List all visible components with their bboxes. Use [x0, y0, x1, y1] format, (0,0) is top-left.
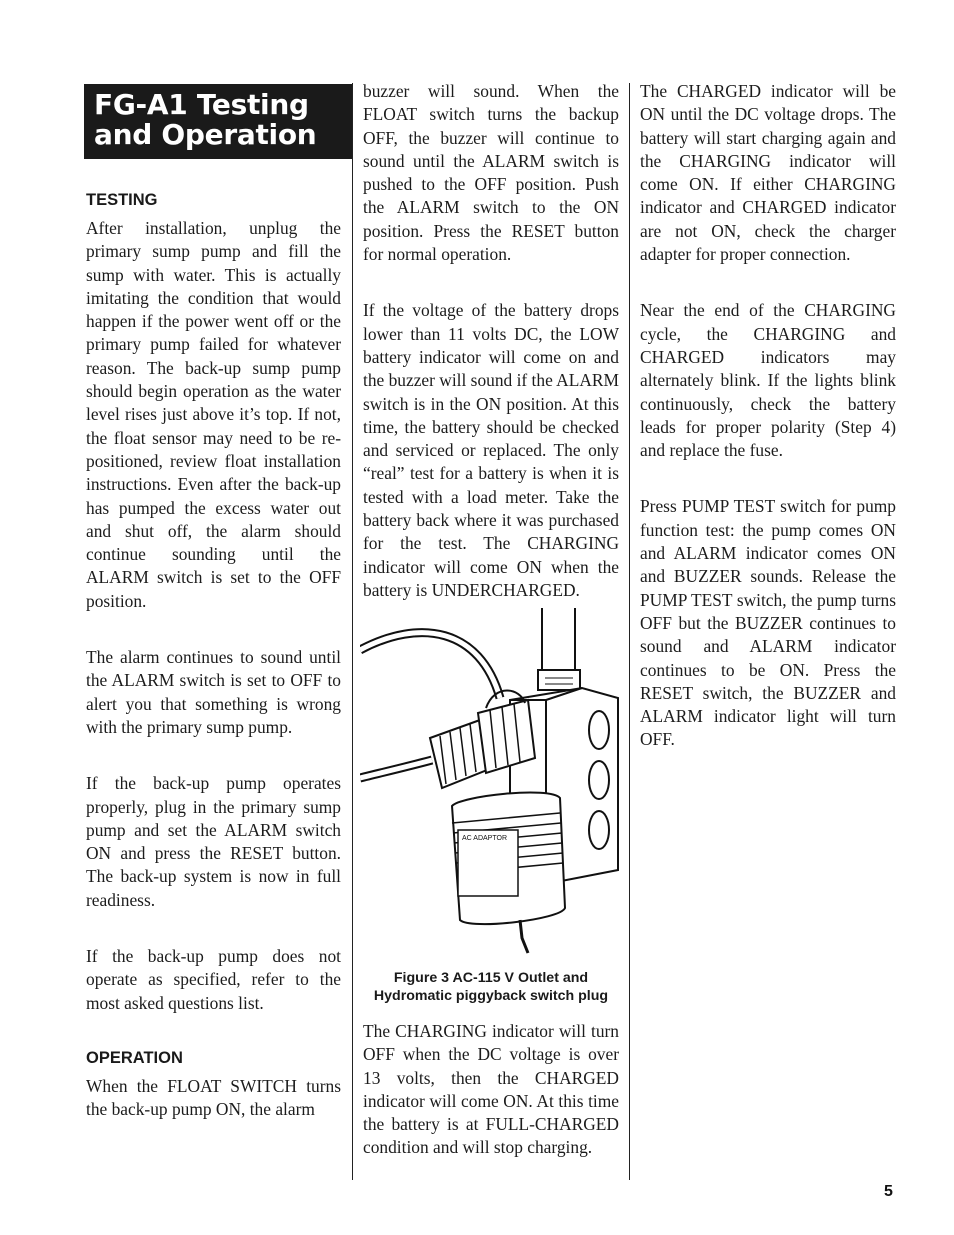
- testing-heading: TESTING: [86, 191, 158, 209]
- column-3: [640, 80, 896, 752]
- adapter-label: AC ADAPTOR: [462, 835, 507, 842]
- figure-caption: [358, 969, 624, 1005]
- blink-paragraph: Near the end of the CHARGING cycle, the CHARGING and CHARGED indicators may alternately blink. If the lights blink continuously, check the battery leads for proper polarity (Step 4) and replace the fuse.: [640, 300, 896, 461]
- column-1: [86, 190, 341, 1122]
- section-title: [84, 84, 352, 159]
- charging-paragraph: The CHARGING indicator will turn OFF when the DC voltage is over 13 volts, then the CHARGED indicator will come ON. At this time the battery is at FULL-CHARGED condition and will stop charging.: [363, 1021, 619, 1158]
- pump-test-paragraph: Press PUMP TEST switch for pump function test: the pump comes ON and ALARM indicator comes ON and BUZZER sounds. Release the PUMP TEST switch, the pump turns OFF but the BUZZER continues to sound and ALARM indicator continues to be ON. Press the RESET switch, the BUZZER and ALARM indicator light will turn OFF.: [640, 496, 896, 750]
- testing-paragraph-4: If the back-up pump does not operate as specified, refer to the most asked questions list.: [86, 946, 341, 1013]
- figure-caption-line-2: Hydromatic piggyback switch plug: [373, 988, 609, 1004]
- testing-paragraph-2: The alarm continues to sound until the ALARM switch is set to OFF to alert you that something is wrong with the primary sump pump.: [86, 647, 341, 737]
- charged-paragraph: The CHARGED indicator will be ON until the DC voltage drops. The battery will start charging again and the CHARGING indicator will come ON. If either CHARGING indicator and CHARGED indicator are not ON, check the charger adapter for proper connection.: [640, 81, 896, 265]
- column-2: [363, 80, 619, 602]
- testing-paragraph-1: After installation, unplug the primary sump pump and fill the sump with water. This is actually imitating the condition that would happen if the power went off or the primary pump failed for whatever reason. The back-up sump pump should begin operation as the water level rises just above it’s top. If not, the float sensor may need to be re-positioned, review float installation instructions. Even after the back-up has pumped the excess water out and shut off, the alarm should continue sounding until the ALARM switch is set to the OFF position.: [86, 218, 341, 611]
- operation-paragraph-1: When the FLOAT SWITCH turns the back-up pump ON, the alarm: [86, 1075, 341, 1120]
- operation-heading: OPERATION: [86, 1048, 183, 1067]
- page-number: 5: [884, 1183, 893, 1200]
- title-line-1: FG-A1 Testing: [94, 88, 309, 121]
- operation-paragraph-3: If the voltage of the battery drops lower than 11 volts DC, the LOW battery indicator will come on and the buzzer will sound if the ALARM switch is in the ON position. At this time, the battery should be checked and serviced or replaced. The only “real” test for a battery is when it is tested with a load meter. Take the battery back where it was purchased for the test. The CHARGING indicator will come ON when the battery is UNDERCHARGED.: [363, 300, 619, 600]
- adapter-plug-illustration: [360, 608, 620, 963]
- column-2-lower: [363, 1020, 619, 1160]
- operation-paragraph-2: buzzer will sound. When the FLOAT switch turns the backup OFF, the buzzer will continue to sound until the ALARM switch is pushed to the OFF position. Push the ALARM switch to the ON position. Press the RESET button for normal operation.: [363, 81, 619, 265]
- testing-paragraph-3: If the back-up pump operates properly, plug in the primary sump pump and set the ALARM switch ON and press the RESET button. The back-up system is now in full readiness.: [86, 773, 341, 910]
- column-divider-1: [352, 83, 353, 1180]
- figure-caption-line-1: Figure 3 AC-115 V Outlet and: [393, 970, 589, 986]
- column-divider-2: [629, 83, 630, 1180]
- title-line-2: and Operation: [94, 118, 317, 151]
